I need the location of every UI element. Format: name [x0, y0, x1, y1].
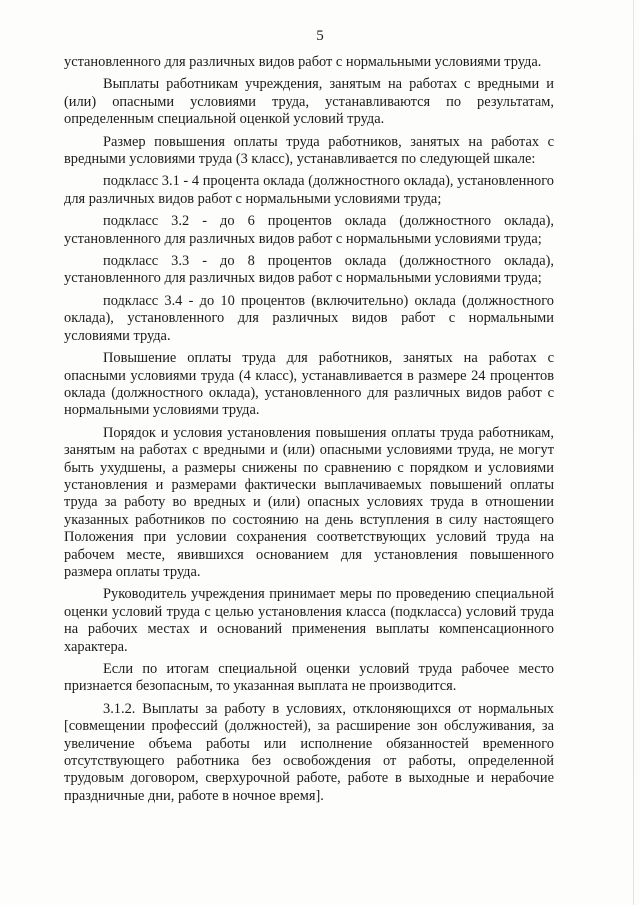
paragraph-continuation: установленного для различных видов работ с нормальными условиями труда. [64, 54, 542, 70]
page-number: 5 [316, 28, 324, 44]
paragraph-subclass-3-1: подкласс 3.1 - 4 процента оклада (должностного оклада), установленного для различных видов работ с нормальными условиями труда; [64, 173, 554, 207]
paragraph-subclass-3-2: подкласс 3.2 - до 6 процентов оклада (должностного оклада), установленного для различных видов работ с нормальными условиями труда; [64, 213, 554, 247]
paragraph-class-3-scale-intro: Размер повышения оплаты труда работников, занятых на работах с вредными условиями труда (3 класс), устанавливается по следующей шкале: [64, 133, 554, 168]
document-body [64, 54, 554, 810]
paragraph-procedure-conditions: Порядок и условия установления повышения оплаты труда работникам, занятым на работах с вредными и (или) опасными условиями труда, не могут быть ухудшены, а размеры снижены по сравнению с порядком и условиями установления и размерами фактически выплачиваемых повышений оплаты труда за работу во вредных и (или) опасных условиях труда в отношении указанных работников по состоянию на день вступления в силу настоящего Положения при условии сохранения соответствующих условий труда на рабочем месте, явившихся основанием для установления повышенного размера оплаты труда. [64, 424, 554, 580]
paragraph-subclass-3-3: подкласс 3.3 - до 8 процентов оклада (должностного оклада), установленного для различных видов работ с нормальными условиями труда; [64, 253, 554, 287]
paragraph-subclass-3-4: подкласс 3.4 - до 10 процентов (включительно) оклада (должностного оклада), установленного для различных видов работ с нормальными условиями труда. [64, 292, 554, 344]
paragraph-section-3-1-2: 3.1.2. Выплаты за работу в условиях, отклоняющихся от нормальных [совмещении профессий (должностей), за расширение зон обслуживания, за увеличение объема работы или исполнение обязанностей временного отсутствующего работника без освобождения от работы, определенной трудовым договором, сверхурочной работе, работе в выходные и нерабочие праздничные дни, работе в ночное время]. [64, 700, 554, 804]
scan-edge-line [633, 0, 634, 905]
paragraph-head-measures: Руководитель учреждения принимает меры по проведению специальной оценки условий труда с целью установления класса (подкласса) условий труда на рабочих местах и оснований применения выплаты компенсационного характера. [64, 586, 554, 655]
paragraph-class-4: Повышение оплаты труда для работников, занятых на работах с опасными условиями труда (4 класс), устанавливается в размере 24 процентов оклада (должностного оклада), установленного для различных видов работ с нормальными условиями труда. [64, 350, 554, 419]
paragraph-harmful-conditions-payments: Выплаты работникам учреждения, занятым на работах с вредными и (или) опасными условиями труда, устанавливаются по результатам, определенным специальной оценкой условий труда. [64, 76, 554, 128]
paragraph-safe-workplace: Если по итогам специальной оценки условий труда рабочее место признается безопасным, то указанная выплата не производится. [64, 661, 554, 695]
